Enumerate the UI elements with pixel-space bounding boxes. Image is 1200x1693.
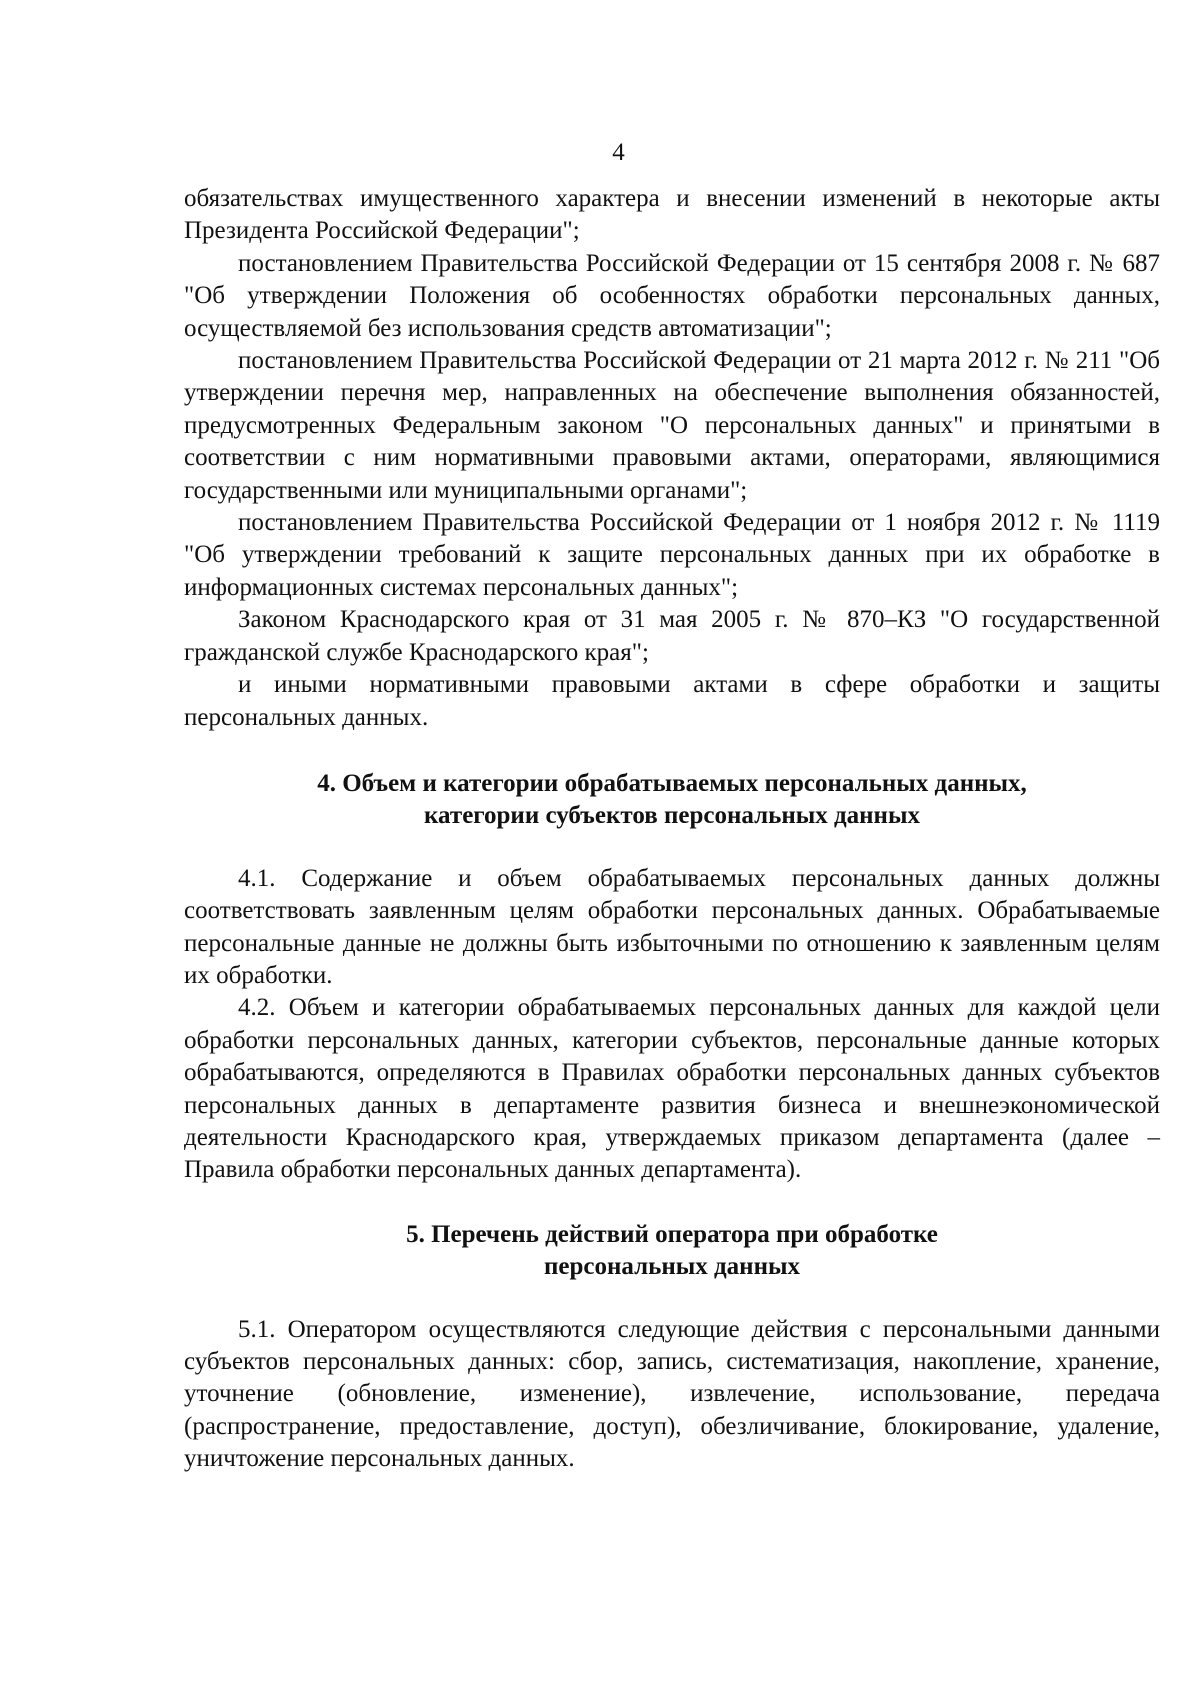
paragraph-law-870: Законом Краснодарского края от 31 мая 2005 г. № 870–КЗ "О государственной гражданской службе Краснодарского края"; (184, 606, 1160, 666)
paragraph-decree-211: постановлением Правительства Российской Федерации от 21 марта 2012 г. № 211 "Об утверждении перечня мер, направленных на обеспечение выполнения обязанностей, предусмотренных Федеральным законом "О персональных данных" и принятыми в соответствии с ним нормативными правовыми актами, операторами, являющимися государственными или муниципальными органами"; (184, 347, 1160, 504)
section-5-heading-line-1: 5. Перечень действий оператора при обработке (406, 1220, 938, 1248)
paragraph-4-1: 4.1. Содержание и объем обрабатываемых персональных данных должны соответствовать заявленным целям обработки персональных данных. Обрабатываемые персональные данные не должны быть избыточными по отношению к заявленным целям их обработки. (184, 864, 1160, 989)
section-4-heading-line-1: 4. Объем и категории обрабатываемых персональных данных, (317, 769, 1027, 797)
paragraph-other-acts: и иными нормативными правовыми актами в сфере обработки и защиты персональных данных. (184, 671, 1160, 731)
section-5-heading-line-2: персональных данных (543, 1253, 801, 1281)
paragraph-decree-687: постановлением Правительства Российской Федерации от 15 сентября 2008 г. № 687 "Об утверждении Положения об особенностях обработки персональных данных, осуществляемой без использования средств автоматизации"; (184, 249, 1160, 342)
section-4-heading-line-2: категории субъектов персональных данных (424, 802, 920, 830)
paragraph-decree-1119: постановлением Правительства Российской Федерации от 1 ноября 2012 г. № 1119 "Об утверждении требований к защите персональных данных при их обработке в информационных системах персональных данных"; (184, 509, 1160, 601)
page-number: 4 (612, 139, 625, 166)
paragraph-4-2: 4.2. Объем и категории обрабатываемых персональных данных для каждой цели обработки персональных данных, категории субъектов, персональные данные которых обрабатываются, определяются в Правилах обработки персональных данных субъектов персональных данных в департаменте развития бизнеса и внешнеэкономической деятельности Краснодарского края, утверждаемых приказом департамента (далее – Правила обработки персональных данных департамента). (184, 994, 1160, 1184)
paragraph-5-1: 5.1. Оператором осуществляются следующие действия с персональными данными субъектов персональных данных: сбор, запись, систематизация, накопление, хранение, уточнение (обновление, изменение), извлечение, использование, передача (распространение, предоставление, доступ), обезличивание, блокирование, удаление, уничтожение персональных данных. (184, 1315, 1160, 1473)
paragraph-continuation: обязательствах имущественного характера и внесении изменений в некоторые акты Президента Российской Федерации"; (184, 185, 1160, 245)
document-body (184, 183, 1160, 1476)
